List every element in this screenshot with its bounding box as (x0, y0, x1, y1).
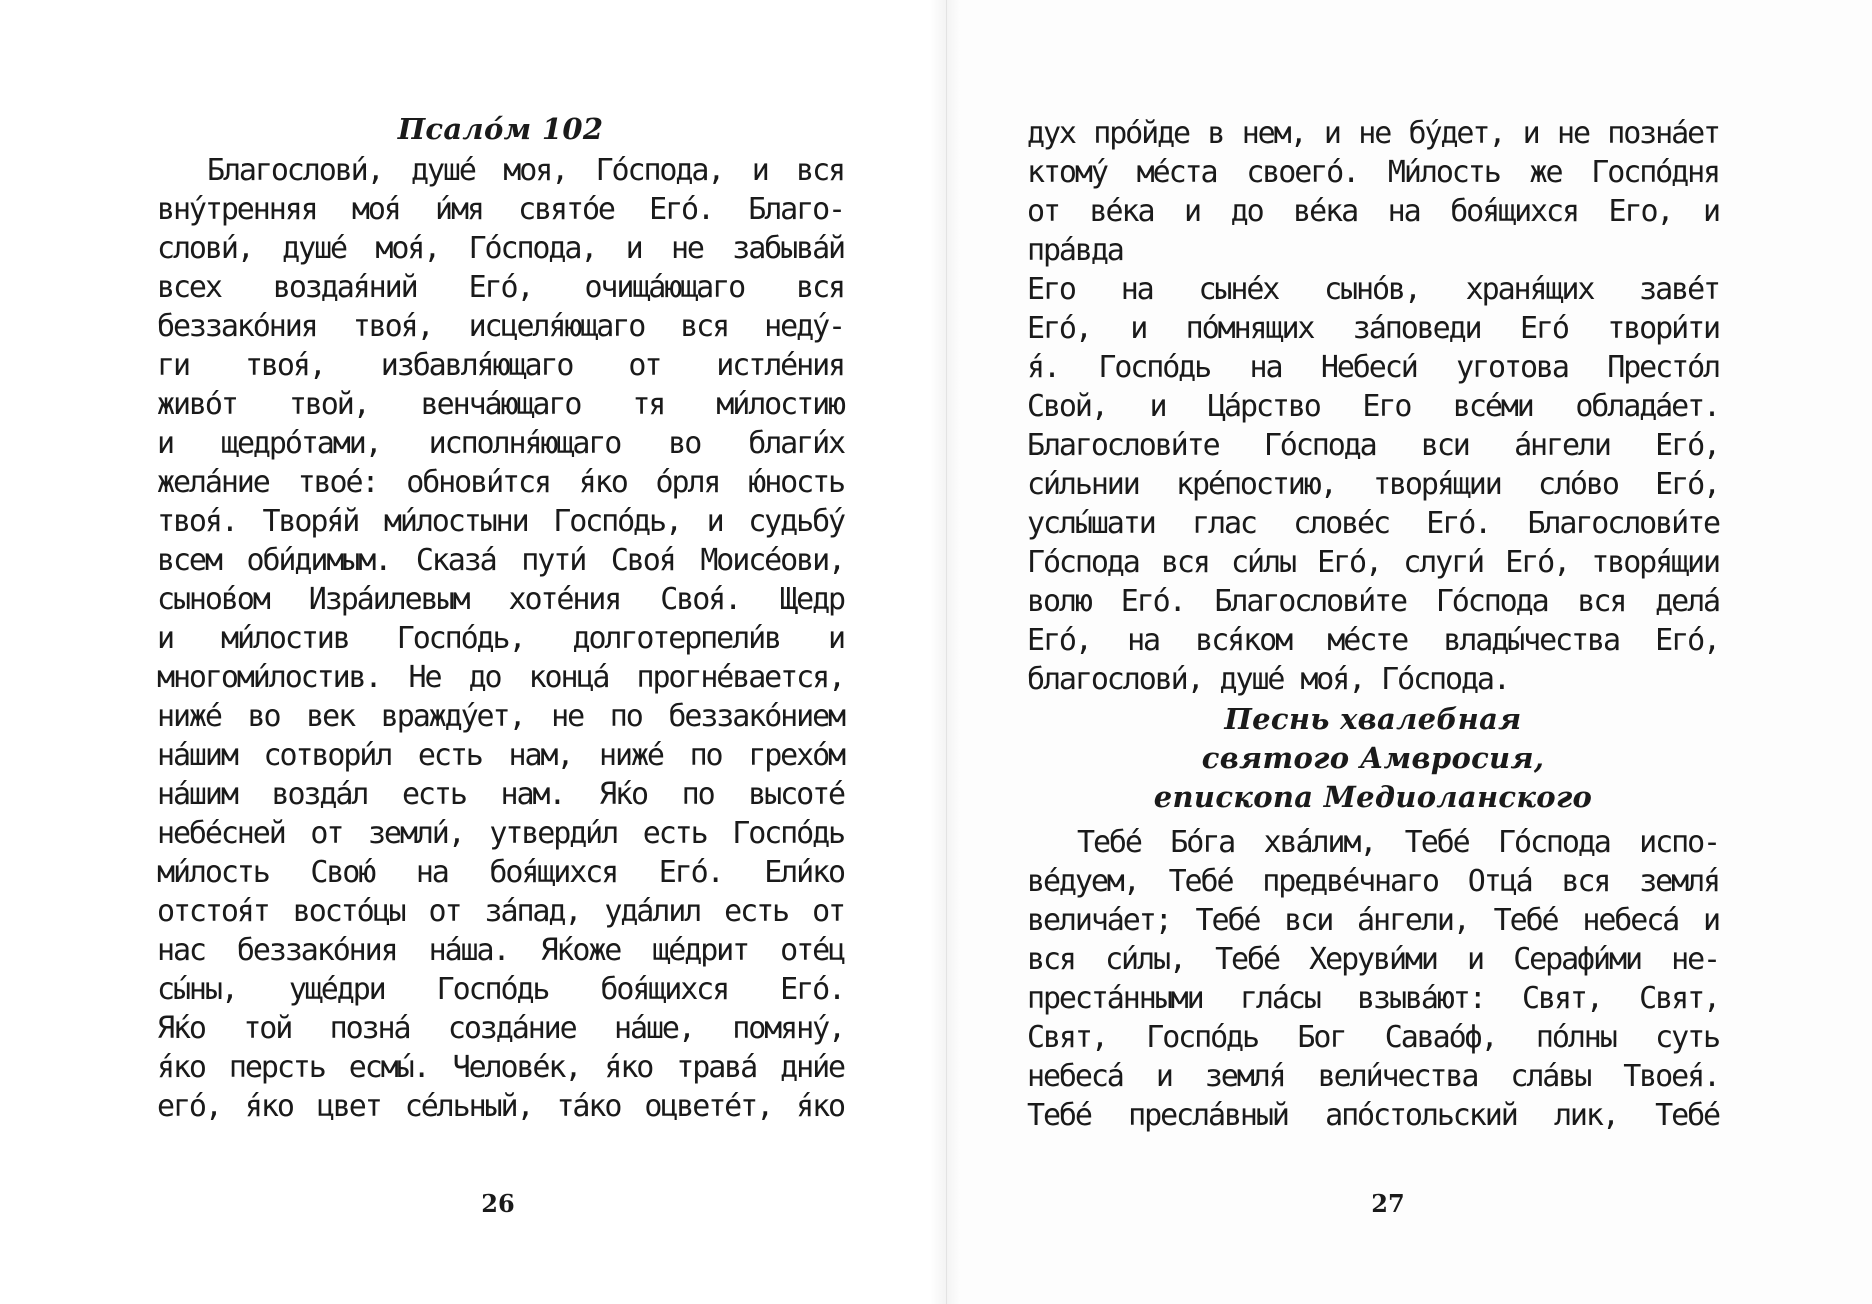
text-line: Свят, Госпо́дь Бог Савао́ф, по́лны суть (1027, 1020, 1719, 1055)
psalm-text (157, 151, 844, 1126)
text-line: беззако́ния твоя́, исцеля́ющаго вся неду́- (157, 309, 844, 344)
text-line: Его́, на вся́ком ме́сте влады́чества Его́, (1027, 623, 1719, 658)
text-line: отстоя́т восто́цы от за́пад, уда́лил есть от (157, 894, 844, 929)
text-line: ниже́ во век вражду́ет, не по беззако́нием (157, 699, 844, 734)
text-line: вну́тренняя моя́ и́мя свято́е Его́. Благо- (157, 192, 844, 227)
text-line: жела́ние твое́: обнови́тся я́ко о́рля ю́ность (157, 465, 844, 500)
text-line: небе́сней от земли́, утверди́л есть Госпо́дь (157, 816, 844, 851)
hymn-heading (1027, 700, 1719, 817)
text-line: живо́т твой, венча́ющаго тя ми́лостию (157, 387, 844, 422)
text-line: Я́ко той позна́ созда́ние на́ше, помяну́, (157, 1011, 844, 1046)
text-line: благослови́, душе́ моя́, Го́спода. (1027, 662, 1509, 697)
page-number-left: 26 (481, 1189, 515, 1218)
hymn-heading-line: епископа Медиоланского (1153, 780, 1593, 814)
text-line: и ми́лостив Госпо́дь, долготерпели́в и (157, 621, 844, 656)
right-page (946, 0, 1872, 1304)
text-line: ктому́ ме́ста своего́. Ми́лость же Госпо́дня (1027, 155, 1719, 190)
hymn-text (1027, 823, 1719, 1135)
text-line: его́, я́ко цвет се́льный, та́ко оцвете́т, я́ко (157, 1089, 844, 1124)
text-line: слови́, душе́ моя́, Го́спода, и не забыва́й (157, 231, 844, 266)
hymn-heading-line: Песнь хвалебная (1224, 702, 1522, 736)
text-line: Благослови́те Го́спода вси а́нгели Его́, (1027, 428, 1719, 463)
text-line: Тебе́ Бо́га хва́лим, Тебе́ Го́спода испо- (1077, 825, 1719, 860)
text-line: ги твоя́, избавля́ющаго от истле́ния (157, 348, 844, 383)
hymn-block (1027, 700, 1719, 1135)
text-line: велича́ет; Тебе́ вси а́нгели, Тебе́ небеса́ и (1027, 903, 1719, 938)
text-line: сы́ны, уще́дри Госпо́дь боя́щихся Его́. (157, 972, 844, 1007)
psalm-continuation-block (1027, 114, 1719, 699)
text-line: всем оби́димым. Сказа́ пути́ Своя́ Моисе́ови, (157, 543, 844, 578)
text-line: многоми́лостив. Не до конца́ прогне́вается, (157, 660, 844, 695)
text-line: волю Его́. Благослови́те Го́спода вся дела́ (1027, 584, 1719, 619)
text-line: Свой, и Ца́рство Его все́ми облада́ет. (1027, 389, 1719, 424)
psalm-continuation-text (1027, 114, 1719, 699)
text-line: твоя́. Творя́й ми́лостыни Госпо́дь, и судьбу́ (157, 504, 844, 539)
text-line: Его́, и по́мнящих за́поведи Его́ твори́ти (1027, 311, 1719, 346)
text-line: Его на сыне́х сыно́в, храня́щих заве́т (1027, 272, 1719, 307)
text-line: ми́лость Свою́ на боя́щихся Его́. Ели́ко (157, 855, 844, 890)
text-line: всех воздая́ний Его́, очища́ющаго вся (157, 270, 844, 305)
text-line: нас беззако́ния на́ша. Я́коже ще́дрит оте́ц (157, 933, 844, 968)
text-line: я́ко персть есмы́. Челове́к, я́ко трава́ дни́е (157, 1050, 844, 1085)
text-line: преста́нными гла́сы взыва́ют: Свят, Свят, (1027, 981, 1719, 1016)
text-line: услы́шати глас слове́с Его́. Благослови́те (1027, 506, 1719, 541)
text-line: ве́дуем, Тебе́ предве́чнаго Отца́ вся земля́ (1027, 864, 1719, 899)
text-line: вся си́лы, Тебе́ Херуви́ми и Серафи́ми не- (1027, 942, 1719, 977)
text-line: на́шим возда́л есть нам. Я́ко по высоте́ (157, 777, 844, 812)
text-line: дух про́йде в нем, и не бу́дет, и не позна́ет (1027, 116, 1719, 151)
text-line: и щедро́тами, исполня́ющаго во благи́х (157, 426, 844, 461)
text-line: си́льнии кре́постию, творя́щии сло́во Его́, (1027, 467, 1719, 502)
text-line: Тебе́ пресла́вный апо́стольский лик, Тебе́ (1027, 1098, 1719, 1133)
text-line: сынов́ом Изра́илевым хоте́ния Своя́. Щедр (157, 582, 844, 617)
text-line: на́шим сотвори́л есть нам, ниже́ по грехо́м (157, 738, 844, 773)
text-line: я́. Госпо́дь на Небеси́ уготова Престо́л (1027, 350, 1719, 385)
text-line: от ве́ка и до ве́ка на боя́щихся Его, и пра́вда (1027, 194, 1719, 268)
psalm-102-block (157, 110, 844, 1126)
psalm-title: Псало́м 102 (397, 112, 604, 146)
page-number-right: 27 (1371, 1189, 1405, 1218)
text-line: Благослови́, душе́ моя, Го́спода, и вся (207, 153, 844, 188)
hymn-heading-line: святого Амвросия, (1201, 741, 1545, 775)
text-line: небеса́ и земля́ вели́чества сла́вы Твоея́. (1027, 1059, 1719, 1094)
text-line: Го́спода вся си́лы Его́, слуги́ Его́, творя́щии (1027, 545, 1719, 580)
